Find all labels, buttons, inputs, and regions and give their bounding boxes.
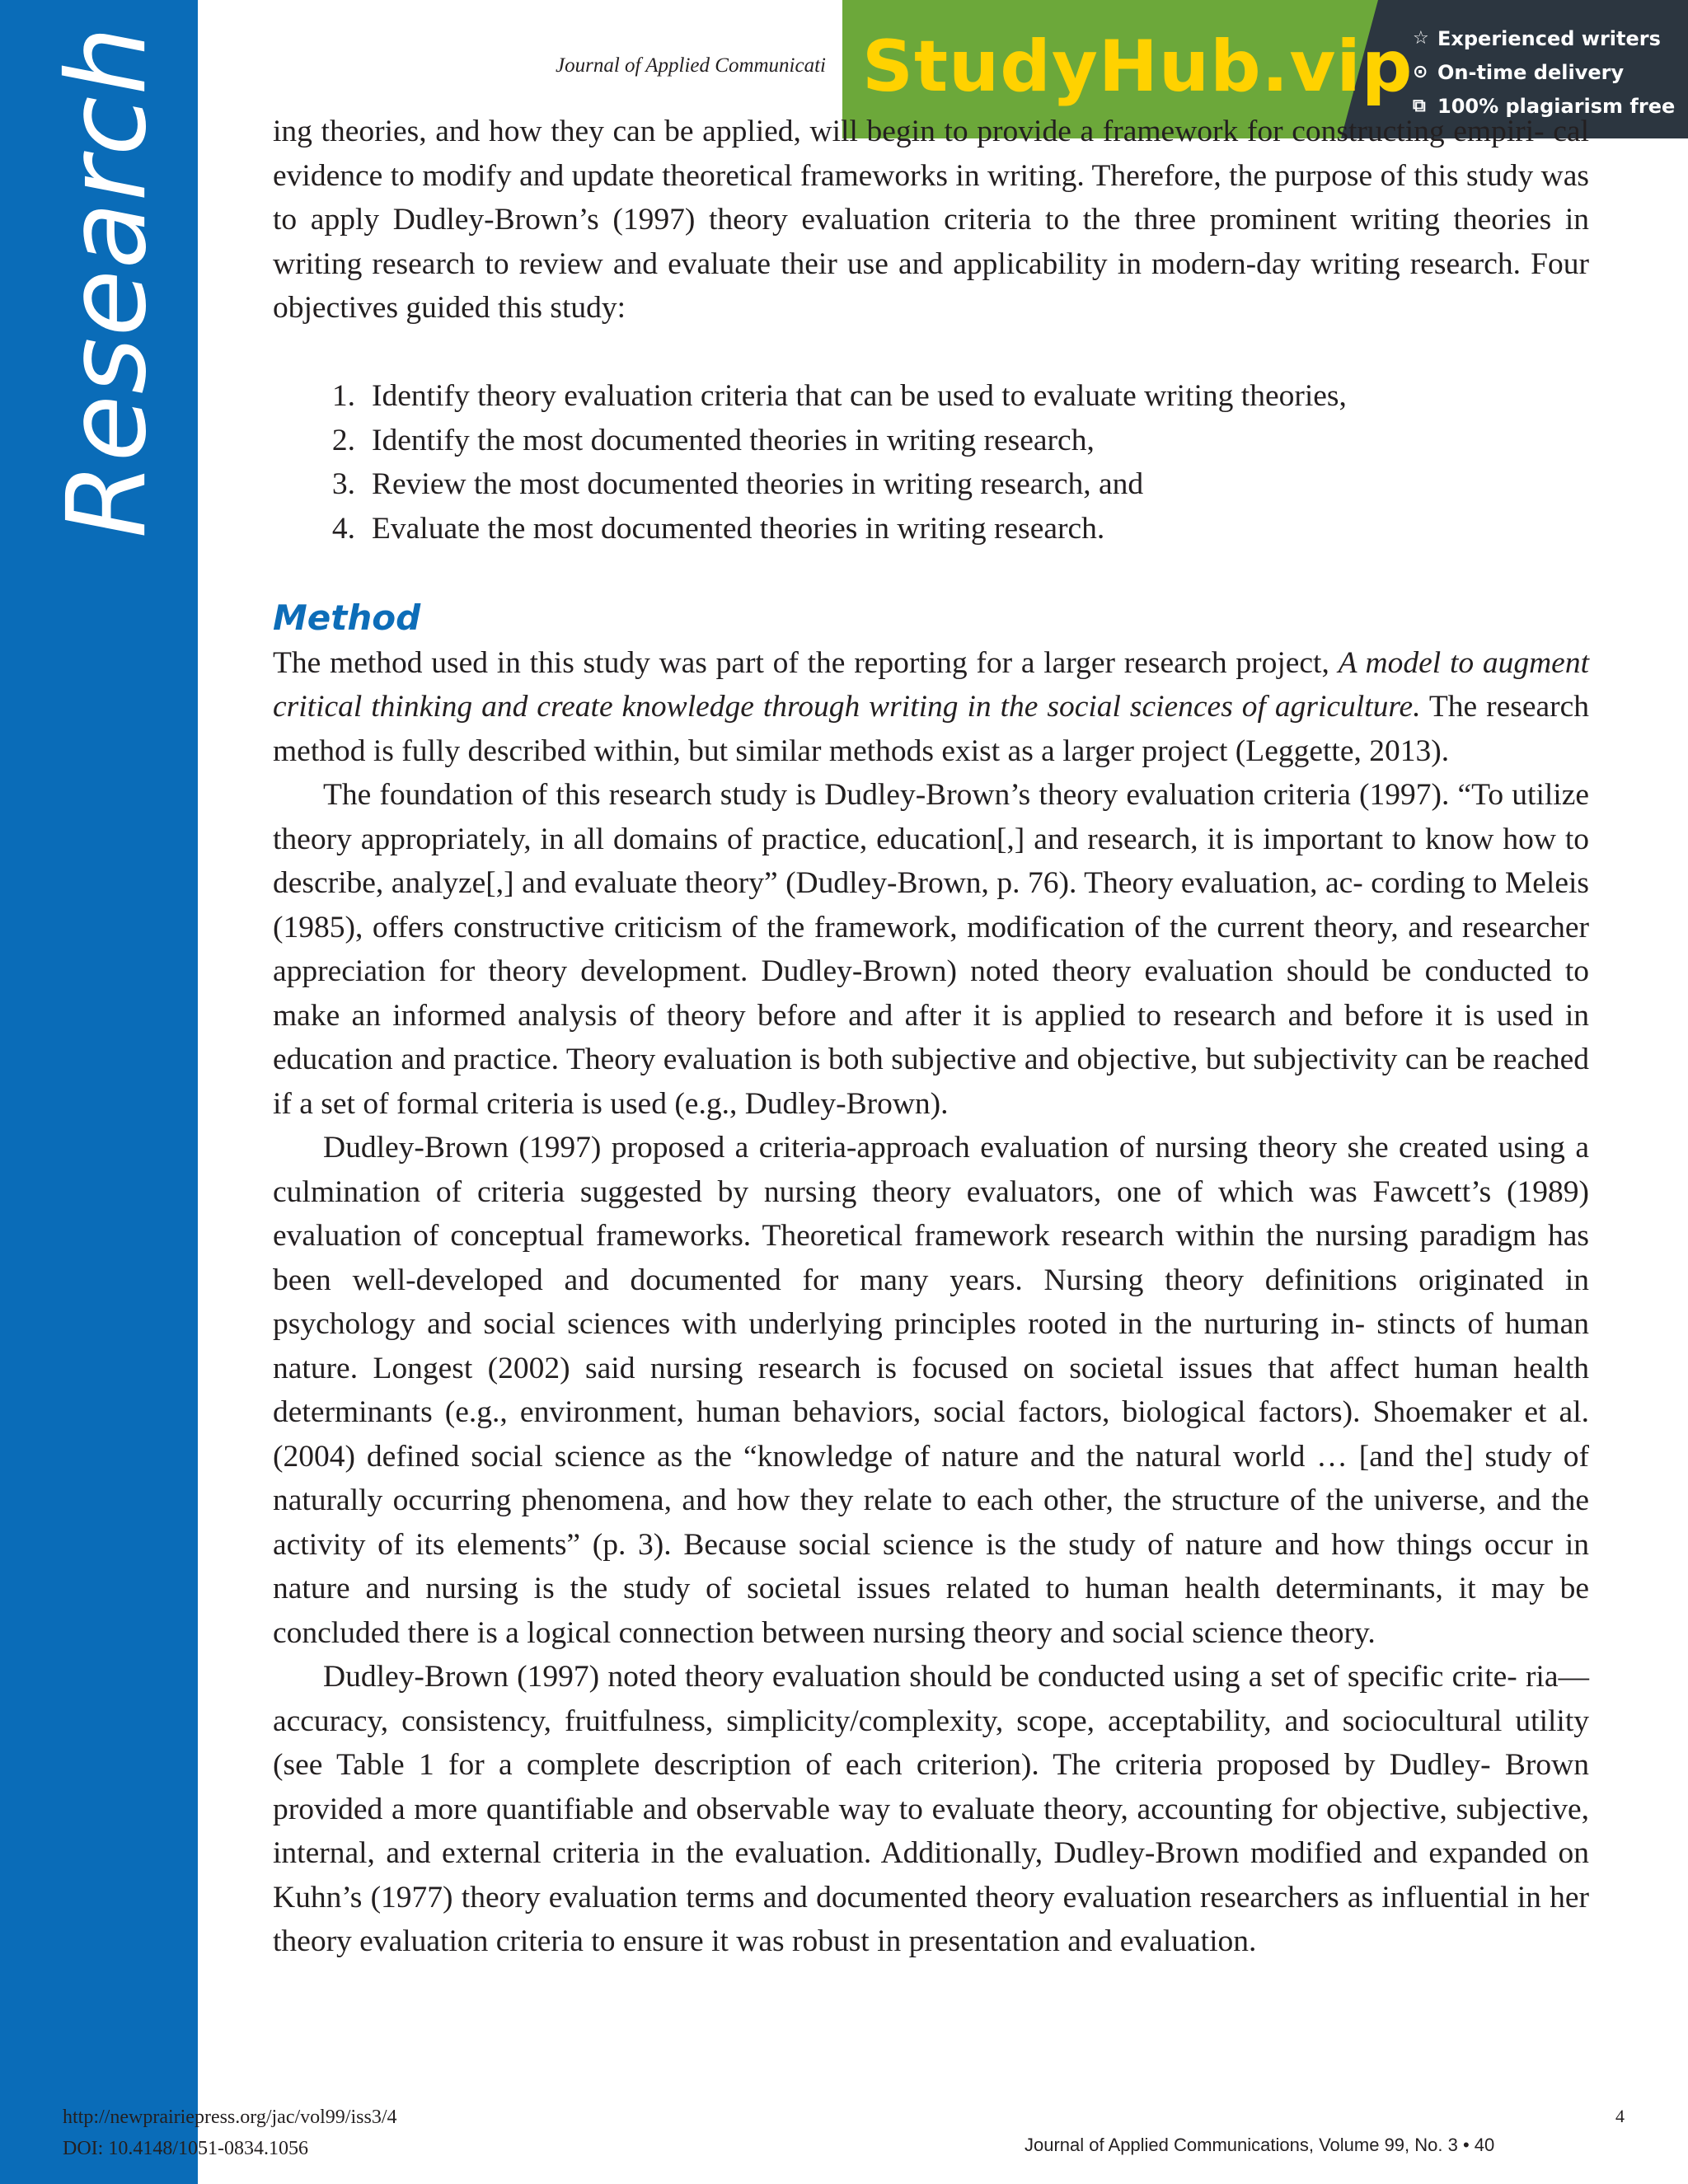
- journal-citation: Journal of Applied Communications, Volume 99, No. 3 • 40: [1025, 2135, 1495, 2155]
- method-paragraph: The foundation of this research study is Dudley-Brown’s theory evaluation criteria (1997). “To utilize theory appropriately, in all domains of practice, education[,] and research, it is important to know how to describe, analyze[,] and evaluate theory” (Dudley-Brown, p. 76). Theory evaluation, ac- cording to Meleis (1985), offers constructive criticism of the framework, modification of the current theory, and researcher appreciation for theory development. Dudley-Brown) noted theory evaluation should be conducted to make an informed analysis of theory before and after it is applied to research and before it is used in education and practice. Theory evaluation is both subjective and objective, but subjectivity can be reached if a set of formal criteria is used (e.g., Dudley-Brown).: [273, 778, 1589, 1121]
- list-item: [273, 507, 1589, 551]
- list-item-number: 4.: [331, 511, 355, 546]
- ad-logo-text: StudyHub.vip: [862, 26, 1414, 108]
- copy-icon: ⧉: [1413, 96, 1426, 116]
- method-text: The method used in this study was part of the reporting for a larger research project,: [273, 645, 1339, 680]
- list-item-text: Evaluate the most documented theories in writing research.: [372, 511, 1105, 546]
- method-paragraph: Dudley-Brown (1997) proposed a criteria-approach evaluation of nursing theory she created using a culmination of criteria suggested by nursing theory evaluators, one of which was Fawcett’s (1989) evaluation of conceptual frameworks. Theoretical framework research within the nursing paradigm has been well-developed and documented for many years. Nursing theory definitions originated in psychology and social sciences with underlying principles rooted in the nurturing in- stincts of human nature. Longest (2002) said nursing research is focused on societal issues that affect human health determinants (e.g., environment, human behaviors, social factors, biological factors). Shoemaker et al. (2004) defined social science as the “knowledge of nature and the natural world … [and the] study of naturally occurring phenomena, and how they relate to each other, the structure of the universe, and the activity of its elements” (p. 3). Because social science is the study of nature and how things occur in nature and nursing is the study of societal issues related to human health determinants, it may be concluded there is a logical connection between nursing theory and social science theory.: [273, 1131, 1589, 1650]
- list-item-number: 2.: [331, 423, 355, 457]
- list-item: [273, 419, 1589, 463]
- list-item-number: 1.: [331, 379, 355, 413]
- list-item-text: Review the most documented theories in writing research, and: [372, 467, 1144, 501]
- list-item-number: 3.: [331, 467, 355, 501]
- objectives-list: [273, 374, 1589, 551]
- ad-perk-label: Experienced writers: [1437, 26, 1661, 50]
- project-title: A model to augment critical thinking and create knowledge through writing in the social sciences of agriculture.: [273, 645, 1589, 724]
- method-heading: Method: [273, 597, 421, 638]
- method-text: The research method is fully described within, but similar methods exist as a larger project (Leggette, 2013).: [273, 690, 1589, 768]
- ad-perk: [1413, 21, 1688, 55]
- list-item-text: Identify theory evaluation criteria that can be used to evaluate writing theories,: [372, 379, 1347, 413]
- clock-icon: ⊙: [1413, 62, 1428, 82]
- list-item: [273, 374, 1589, 419]
- article-url-link[interactable]: http://newprairiepress.org/jac/vol99/iss3/4: [63, 2107, 397, 2128]
- intro-paragraph: ing theories, and how they can be applied, will begin to provide a framework for constructing empiri- cal evidence to modify and update theoretical frameworks in writing. Therefore, the purpose of this study was to apply Dudley-Brown’s (1997) theory evaluation criteria to the three prominent writing theories in writing research to review and evaluate their use and applicability in modern-day writing research. Four objectives guided this study:: [273, 115, 1589, 325]
- section-label: [44, 25, 171, 539]
- ad-perk-label: On-time delivery: [1437, 60, 1625, 84]
- section-label-text: Research: [44, 25, 171, 539]
- page-number: 4: [1615, 2106, 1625, 2126]
- doi-text: DOI: 10.4148/1051-0834.1056: [63, 2138, 308, 2159]
- ad-perk-label: 100% plagiarism free: [1437, 94, 1676, 118]
- article-body: [273, 110, 1589, 1964]
- footer-links: [63, 2102, 397, 2164]
- method-paragraph: Dudley-Brown (1997) noted theory evaluation should be conducted using a set of specific crite- ria—accuracy, consistency, fruitfulness, simplicity/complexity, scope, acceptability, and sociocultural utility (see Table 1 for a complete description of each criterion). The criteria proposed by Dudley- Brown provided a more quantifiable and observable way to evaluate theory, accounting for objective, subjective, internal, and external criteria in the evaluation. Additionally, Dudley-Brown modified and expanded on Kuhn’s (1977) theory evaluation terms and documented theory evaluation researchers as influential in her theory evaluation criteria to ensure it was robust in presentation and evaluation.: [273, 1660, 1589, 1958]
- list-item: [273, 462, 1589, 507]
- ad-perk: [1413, 55, 1688, 89]
- list-item-text: Identify the most documented theories in writing research,: [372, 423, 1095, 457]
- method-paragraph: [273, 641, 1589, 774]
- star-outline-icon: ☆: [1413, 28, 1429, 49]
- running-head: Journal of Applied Communicati: [556, 54, 826, 77]
